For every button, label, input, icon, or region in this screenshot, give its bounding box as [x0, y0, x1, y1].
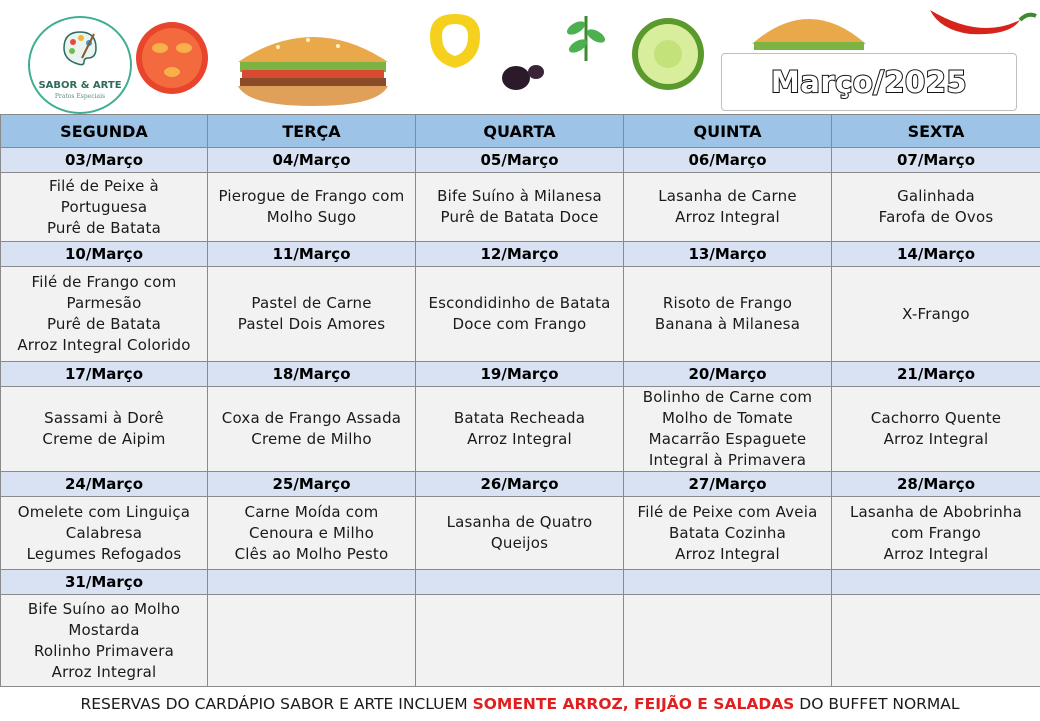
- date-row: [1, 242, 1040, 267]
- dish-line: Arroz Integral: [834, 544, 1038, 565]
- header-banner: [0, 0, 1040, 114]
- dish-line: Arroz Integral: [3, 662, 205, 683]
- cucumber-slice-icon: [628, 14, 708, 94]
- dish-line: Filé de Frango com: [3, 272, 205, 293]
- date-cell: 17/Março: [1, 362, 208, 387]
- dish-line: Sassami à Dorê: [3, 408, 205, 429]
- dish-cell: [416, 387, 624, 472]
- dish-line: Arroz Integral: [418, 429, 621, 450]
- dish-cell: [416, 497, 624, 570]
- brand-subtitle: Pratos Especiais: [55, 93, 105, 100]
- dish-line: Arroz Integral Colorido: [3, 335, 205, 356]
- dish-line: Pastel de Carne: [210, 293, 413, 314]
- dish-line: Creme de Milho: [210, 429, 413, 450]
- date-cell: 11/Março: [208, 242, 416, 267]
- dish-cell: [624, 497, 832, 570]
- footer-note: [0, 686, 1040, 721]
- dish-line: Batata Cozinha: [626, 523, 829, 544]
- date-row: [1, 472, 1040, 497]
- dish-line: Molho Sugo: [210, 207, 413, 228]
- date-cell: 31/Março: [1, 570, 208, 595]
- dish-line: Galinhada: [834, 186, 1038, 207]
- dish-cell: [832, 387, 1040, 472]
- date-cell: [624, 570, 832, 595]
- date-cell: [416, 570, 624, 595]
- dish-line: Banana à Milanesa: [626, 314, 829, 335]
- date-cell: 26/Março: [416, 472, 624, 497]
- dish-cell: [1, 595, 208, 688]
- dish-line: Lasanha de Carne: [626, 186, 829, 207]
- dish-line: Rolinho Primavera: [3, 641, 205, 662]
- date-row: [1, 362, 1040, 387]
- dish-cell: [208, 173, 416, 242]
- date-cell: 03/Março: [1, 148, 208, 173]
- bell-pepper-icon: [420, 6, 490, 76]
- dish-line: Molho de Tomate: [626, 408, 829, 429]
- dish-line: Clês ao Molho Pesto: [210, 544, 413, 565]
- chili-pepper-icon: [910, 0, 1040, 50]
- dish-cell: [832, 595, 1040, 688]
- dish-cell: [832, 267, 1040, 362]
- tomato-slice-icon: [132, 18, 212, 98]
- dish-line: Arroz Integral: [626, 207, 829, 228]
- weekday-header-row: [1, 115, 1040, 148]
- dish-row: [1, 497, 1040, 570]
- dish-line: Calabresa: [3, 523, 205, 544]
- dish-line: Filé de Peixe à: [3, 176, 205, 197]
- dish-line: Escondidinho de Batata: [418, 293, 621, 314]
- dish-line: Purê de Batata: [3, 314, 205, 335]
- date-cell: 12/Março: [416, 242, 624, 267]
- dish-line: Macarrão Espaguete: [626, 429, 829, 450]
- brand-logo: [28, 16, 132, 114]
- dish-line: Filé de Peixe com Aveia: [626, 502, 829, 523]
- dish-line: Omelete com Linguiça: [3, 502, 205, 523]
- date-cell: 24/Março: [1, 472, 208, 497]
- weekday-header: QUARTA: [416, 115, 624, 148]
- dish-line: Coxa de Frango Assada: [210, 408, 413, 429]
- dish-cell: [208, 267, 416, 362]
- burger-icon: [744, 4, 874, 56]
- dish-line: Purê de Batata Doce: [418, 207, 621, 228]
- weekday-header: SEXTA: [832, 115, 1040, 148]
- dish-line: Mostarda: [3, 620, 205, 641]
- month-title-box: [721, 53, 1017, 111]
- date-cell: 28/Março: [832, 472, 1040, 497]
- dish-cell: [1, 497, 208, 570]
- weekday-header: QUINTA: [624, 115, 832, 148]
- dish-line: Bife Suíno à Milanesa: [418, 186, 621, 207]
- dish-row: [1, 387, 1040, 472]
- date-cell: 13/Março: [624, 242, 832, 267]
- dish-cell: [624, 173, 832, 242]
- herb-leaf-icon: [556, 6, 616, 66]
- dish-line: Carne Moída com: [210, 502, 413, 523]
- dish-line: Cachorro Quente: [834, 408, 1038, 429]
- date-cell: 21/Março: [832, 362, 1040, 387]
- brand-name: SABOR & ARTE: [38, 80, 121, 91]
- menu-table: [0, 114, 1040, 688]
- weekday-header: SEGUNDA: [1, 115, 208, 148]
- hamburger-icon: [228, 22, 398, 112]
- dish-line: X-Frango: [834, 304, 1038, 325]
- date-row: [1, 148, 1040, 173]
- dish-cell: [416, 173, 624, 242]
- dish-line: com Frango: [834, 523, 1038, 544]
- dish-cell: [624, 595, 832, 688]
- date-cell: [208, 570, 416, 595]
- dish-cell: [1, 267, 208, 362]
- footer-text-before: RESERVAS DO CARDÁPIO SABOR E ARTE INCLUEM: [80, 695, 472, 713]
- dish-cell: [832, 497, 1040, 570]
- month-title: Março/2025: [771, 65, 967, 99]
- date-cell: 20/Março: [624, 362, 832, 387]
- date-cell: 04/Março: [208, 148, 416, 173]
- dish-line: Arroz Integral: [834, 429, 1038, 450]
- date-cell: 07/Março: [832, 148, 1040, 173]
- olive-icon: [498, 58, 548, 98]
- date-cell: 18/Março: [208, 362, 416, 387]
- dish-row: [1, 595, 1040, 688]
- dish-line: Queijos: [418, 533, 621, 554]
- dish-cell: [624, 267, 832, 362]
- dish-line: Lasanha de Quatro: [418, 512, 621, 533]
- dish-line: Arroz Integral: [626, 544, 829, 565]
- dish-line: Bife Suíno ao Molho: [3, 599, 205, 620]
- dish-cell: [416, 267, 624, 362]
- dish-line: Batata Recheada: [418, 408, 621, 429]
- dish-line: Lasanha de Abobrinha: [834, 502, 1038, 523]
- date-cell: 25/Março: [208, 472, 416, 497]
- dish-line: Pierogue de Frango com: [210, 186, 413, 207]
- date-cell: 05/Março: [416, 148, 624, 173]
- dish-line: Parmesão: [3, 293, 205, 314]
- date-cell: [832, 570, 1040, 595]
- dish-cell: [624, 387, 832, 472]
- menu-body: [1, 148, 1040, 688]
- date-cell: 19/Março: [416, 362, 624, 387]
- dish-cell: [1, 387, 208, 472]
- dish-cell: [832, 173, 1040, 242]
- date-cell: 10/Março: [1, 242, 208, 267]
- dish-line: Legumes Refogados: [3, 544, 205, 565]
- date-row: [1, 570, 1040, 595]
- dish-cell: [208, 387, 416, 472]
- footer-text-after: DO BUFFET NORMAL: [794, 695, 959, 713]
- dish-cell: [208, 497, 416, 570]
- date-cell: 06/Março: [624, 148, 832, 173]
- dish-line: Pastel Dois Amores: [210, 314, 413, 335]
- dish-cell: [1, 173, 208, 242]
- dish-line: Doce com Frango: [418, 314, 621, 335]
- dish-line: Creme de Aipim: [3, 429, 205, 450]
- dish-line: Integral à Primavera: [626, 450, 829, 471]
- palette-icon: [60, 28, 100, 68]
- dish-line: Farofa de Ovos: [834, 207, 1038, 228]
- dish-line: Bolinho de Carne com: [626, 387, 829, 408]
- date-cell: 14/Março: [832, 242, 1040, 267]
- dish-line: Portuguesa: [3, 197, 205, 218]
- dish-row: [1, 267, 1040, 362]
- dish-line: Risoto de Frango: [626, 293, 829, 314]
- weekday-header: TERÇA: [208, 115, 416, 148]
- dish-cell: [208, 595, 416, 688]
- footer-highlight: SOMENTE ARROZ, FEIJÃO E SALADAS: [473, 695, 795, 713]
- dish-cell: [416, 595, 624, 688]
- dish-line: Cenoura e Milho: [210, 523, 413, 544]
- dish-row: [1, 173, 1040, 242]
- date-cell: 27/Março: [624, 472, 832, 497]
- dish-line: Purê de Batata: [3, 218, 205, 239]
